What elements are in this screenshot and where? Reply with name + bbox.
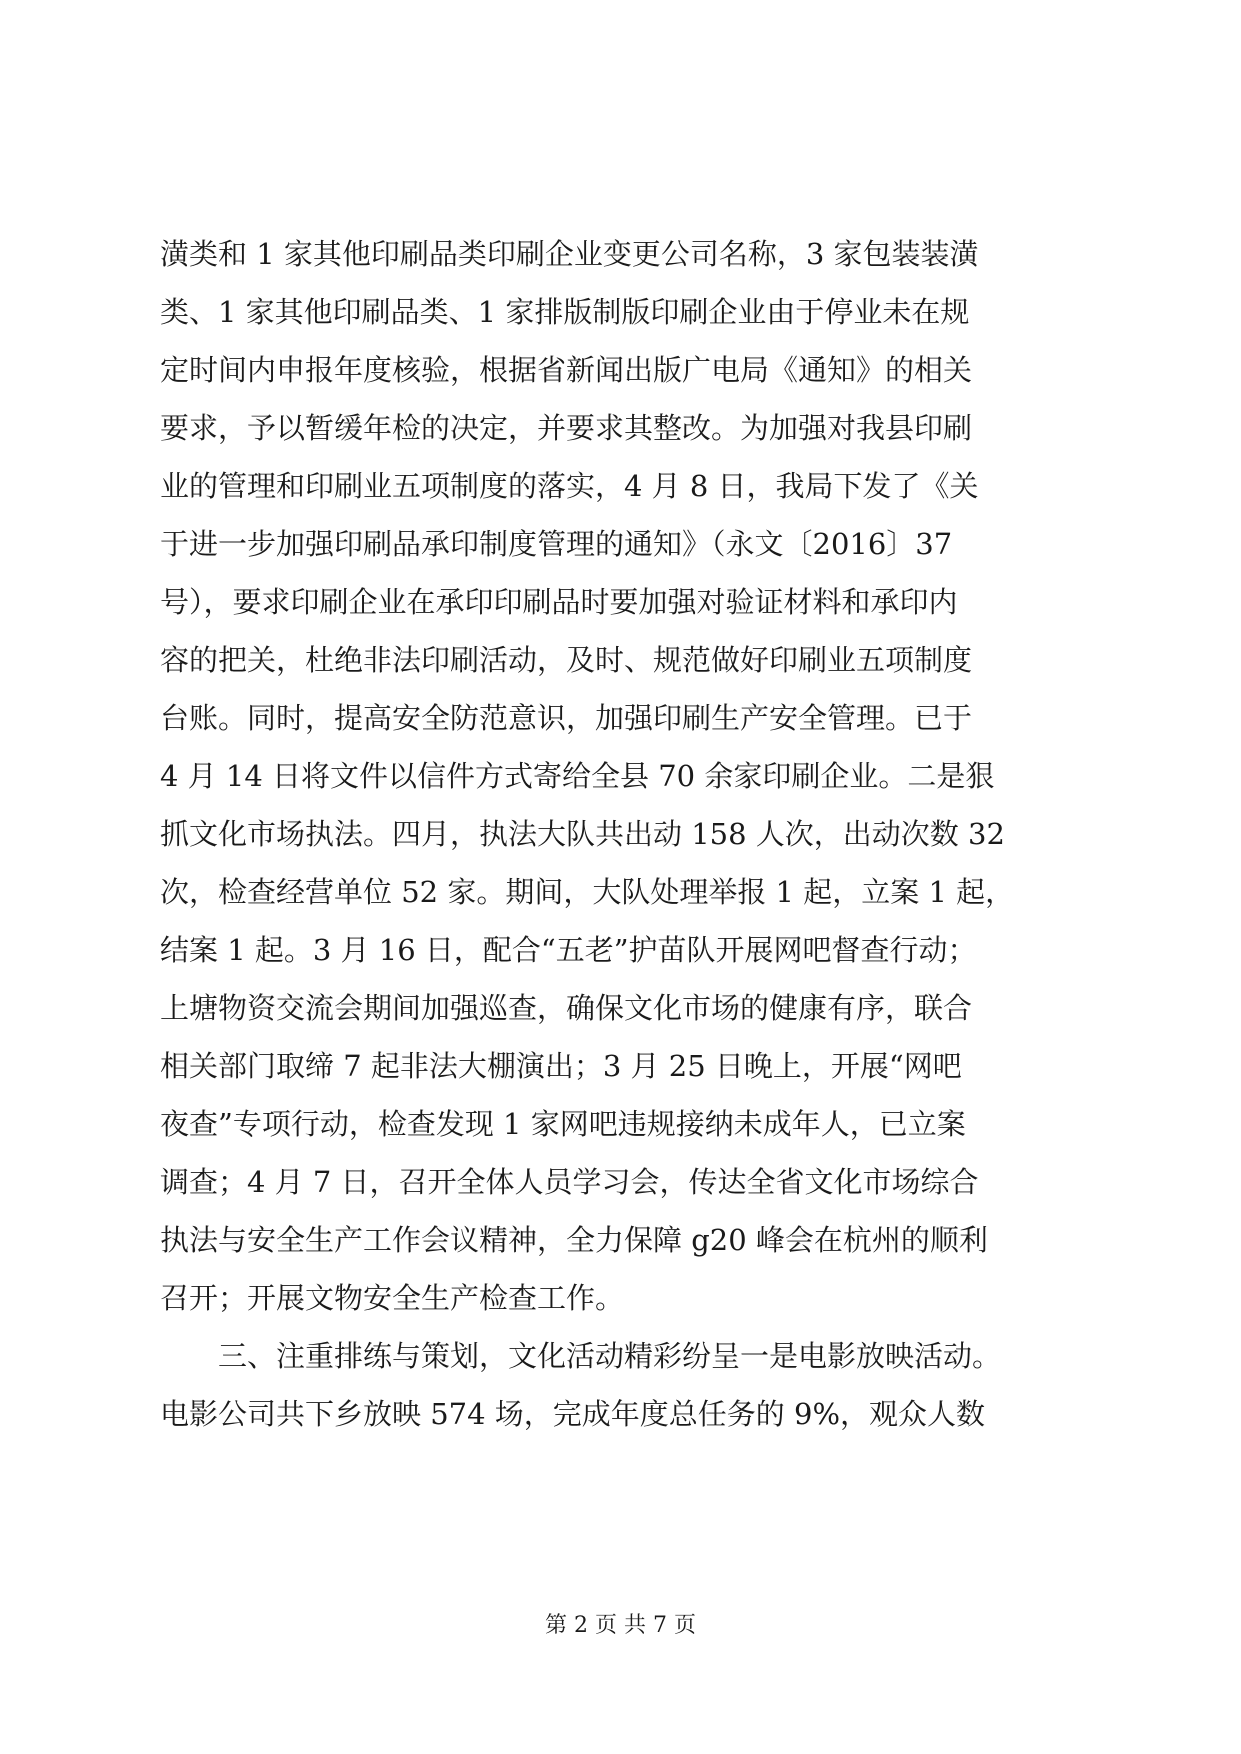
text-line: 执法与安全生产工作会议精神，全力保障 g20 峰会在杭州的顺利: [160, 1223, 988, 1257]
text-line: 相关部门取缔 7 起非法大棚演出；3 月 25 日晚上，开展“网吧: [160, 1049, 962, 1083]
text-line: 号），要求印刷企业在承印印刷品时要加强对验证材料和承印内: [160, 585, 958, 619]
text-line: 调查；4 月 7 日，召开全体人员学习会，传达全省文化市场综合: [160, 1165, 979, 1199]
text-line: 结案 1 起。3 月 16 日，配合“五老”护苗队开展网吧督查行动；: [160, 933, 977, 967]
text-line: 夜查”专项行动，检查发现 1 家网吧违规接纳未成年人，已立案: [160, 1107, 966, 1141]
text-line: 潢类和 1 家其他印刷品类印刷企业变更公司名称，3 家包装装潢: [160, 237, 979, 271]
text-line: 电影公司共下乡放映 574 场，完成年度总任务的 9%，观众人数: [160, 1397, 986, 1431]
text-line: 召开；开展文物安全生产检查工作。: [160, 1281, 625, 1315]
text-line: 上塘物资交流会期间加强巡查，确保文化市场的健康有序，联合: [160, 991, 973, 1025]
page-number-footer: 第 2 页 共 7 页: [545, 1613, 696, 1638]
text-line: 要求，予以暂缓年检的决定，并要求其整改。为加强对我县印刷: [160, 411, 973, 445]
text-line: 4 月 14 日将文件以信件方式寄给全县 70 余家印刷企业。二是狠: [160, 759, 995, 793]
text-line: 于进一步加强印刷品承印制度管理的通知》（永文〔2016〕37: [160, 527, 953, 561]
text-line: 台账。同时，提高安全防范意识，加强印刷生产安全管理。已于: [160, 701, 973, 735]
section-heading-line: 三、注重排练与策划，文化活动精彩纷呈一是电影放映活动。: [160, 1339, 1002, 1373]
body-text: [160, 225, 1090, 1443]
text-line: 定时间内申报年度核验，根据省新闻出版广电局《通知》的相关: [160, 353, 973, 387]
text-line: 抓文化市场执法。四月，执法大队共出动 158 人次，出动次数 32: [160, 817, 1005, 851]
text-line: 业的管理和印刷业五项制度的落实，4 月 8 日，我局下发了《关: [160, 469, 979, 503]
text-line: 类、1 家其他印刷品类、1 家排版制版印刷企业由于停业未在规: [160, 295, 970, 329]
text-line: 次，检查经营单位 52 家。期间，大队处理举报 1 起，立案 1 起，: [160, 875, 1015, 909]
text-line: 容的把关，杜绝非法印刷活动，及时、规范做好印刷业五项制度: [160, 643, 973, 677]
